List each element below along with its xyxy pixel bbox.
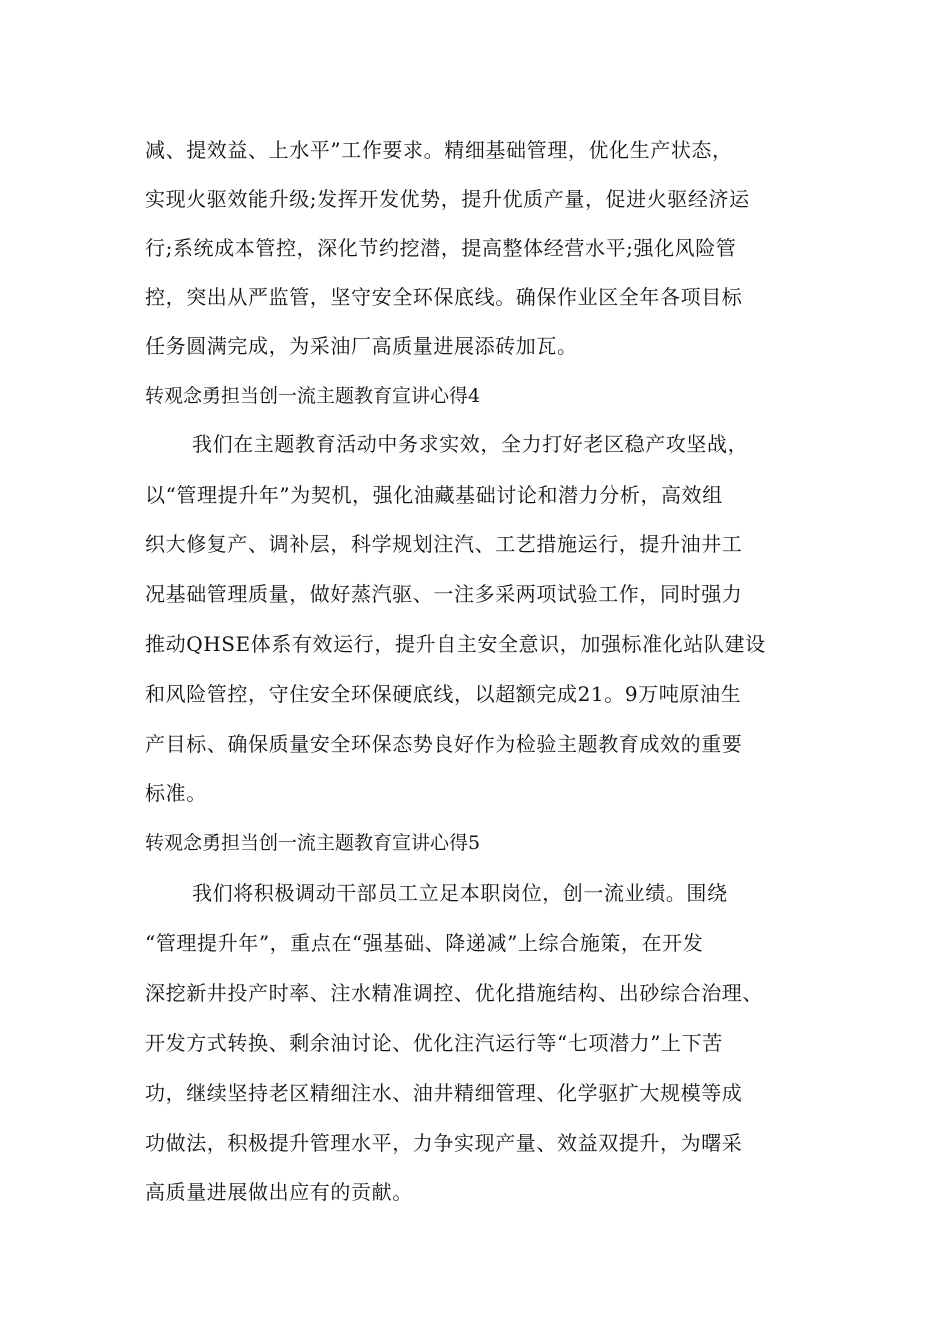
paragraph-line: 况基础管理质量，做好蒸汽驱、一注多采两项试验工作，同时强力	[145, 582, 743, 606]
paragraph-line: 产目标、确保质量安全环保态势良好作为检验主题教育成效的重要	[145, 732, 743, 756]
section-heading-4: 转观念勇担当创一流主题教育宣讲心得4	[145, 385, 481, 407]
paragraph-line: 我们在主题教育活动中务求实效，全力打好老区稳产攻坚战，	[192, 432, 749, 456]
paragraph-line: 任务圆满完成，为采油厂高质量进展添砖加瓦。	[145, 334, 578, 358]
paragraph-line: 织大修复产、调补层，科学规划注汽、工艺措施运行，提升油井工	[145, 532, 743, 556]
paragraph-line: 高质量进展做出应有的贡献。	[145, 1180, 413, 1204]
paragraph-line: 和风险管控，守住安全环保硬底线，以超额完成21。9万吨原油生	[145, 682, 742, 706]
paragraph-line: 减、提效益、上水平”工作要求。精细基础管理，优化生产状态，	[145, 138, 733, 162]
paragraph-line: 标准。	[145, 781, 207, 805]
paragraph-line: 推动QHSE体系有效运行，提升自主安全意识，加强标准化站队建设	[145, 632, 766, 656]
paragraph-line: 控，突出从严监管，坚守安全环保底线。确保作业区全年各项目标	[145, 285, 743, 309]
section-heading-5: 转观念勇担当创一流主题教育宣讲心得5	[145, 832, 481, 854]
paragraph-line: 我们将积极调动干部员工立足本职岗位，创一流业绩。围绕	[192, 881, 728, 905]
paragraph-line: 开发方式转换、剩余油讨论、优化注汽运行等“七项潜力”上下苦	[145, 1031, 723, 1055]
paragraph-line: 行;系统成本管控，深化节约挖潜，提高整体经营水平;强化风险管	[145, 236, 737, 260]
paragraph-line: 以“管理提升年”为契机，强化油藏基础讨论和潜力分析，高效组	[145, 483, 723, 507]
paragraph-line: 实现火驱效能升级;发挥开发优势，提升优质产量，促进火驱经济运	[145, 187, 750, 211]
paragraph-line: “管理提升年”，重点在“强基础、降递减”上综合施策，在开发	[145, 931, 704, 955]
paragraph-line: 功做法，积极提升管理水平，力争实现产量、效益双提升，为曙采	[145, 1131, 743, 1155]
paragraph-line: 深挖新井投产时率、注水精准调控、优化措施结构、出砂综合治理、	[145, 981, 763, 1005]
paragraph-line: 功，继续坚持老区精细注水、油井精细管理、化学驱扩大规模等成	[145, 1081, 743, 1105]
